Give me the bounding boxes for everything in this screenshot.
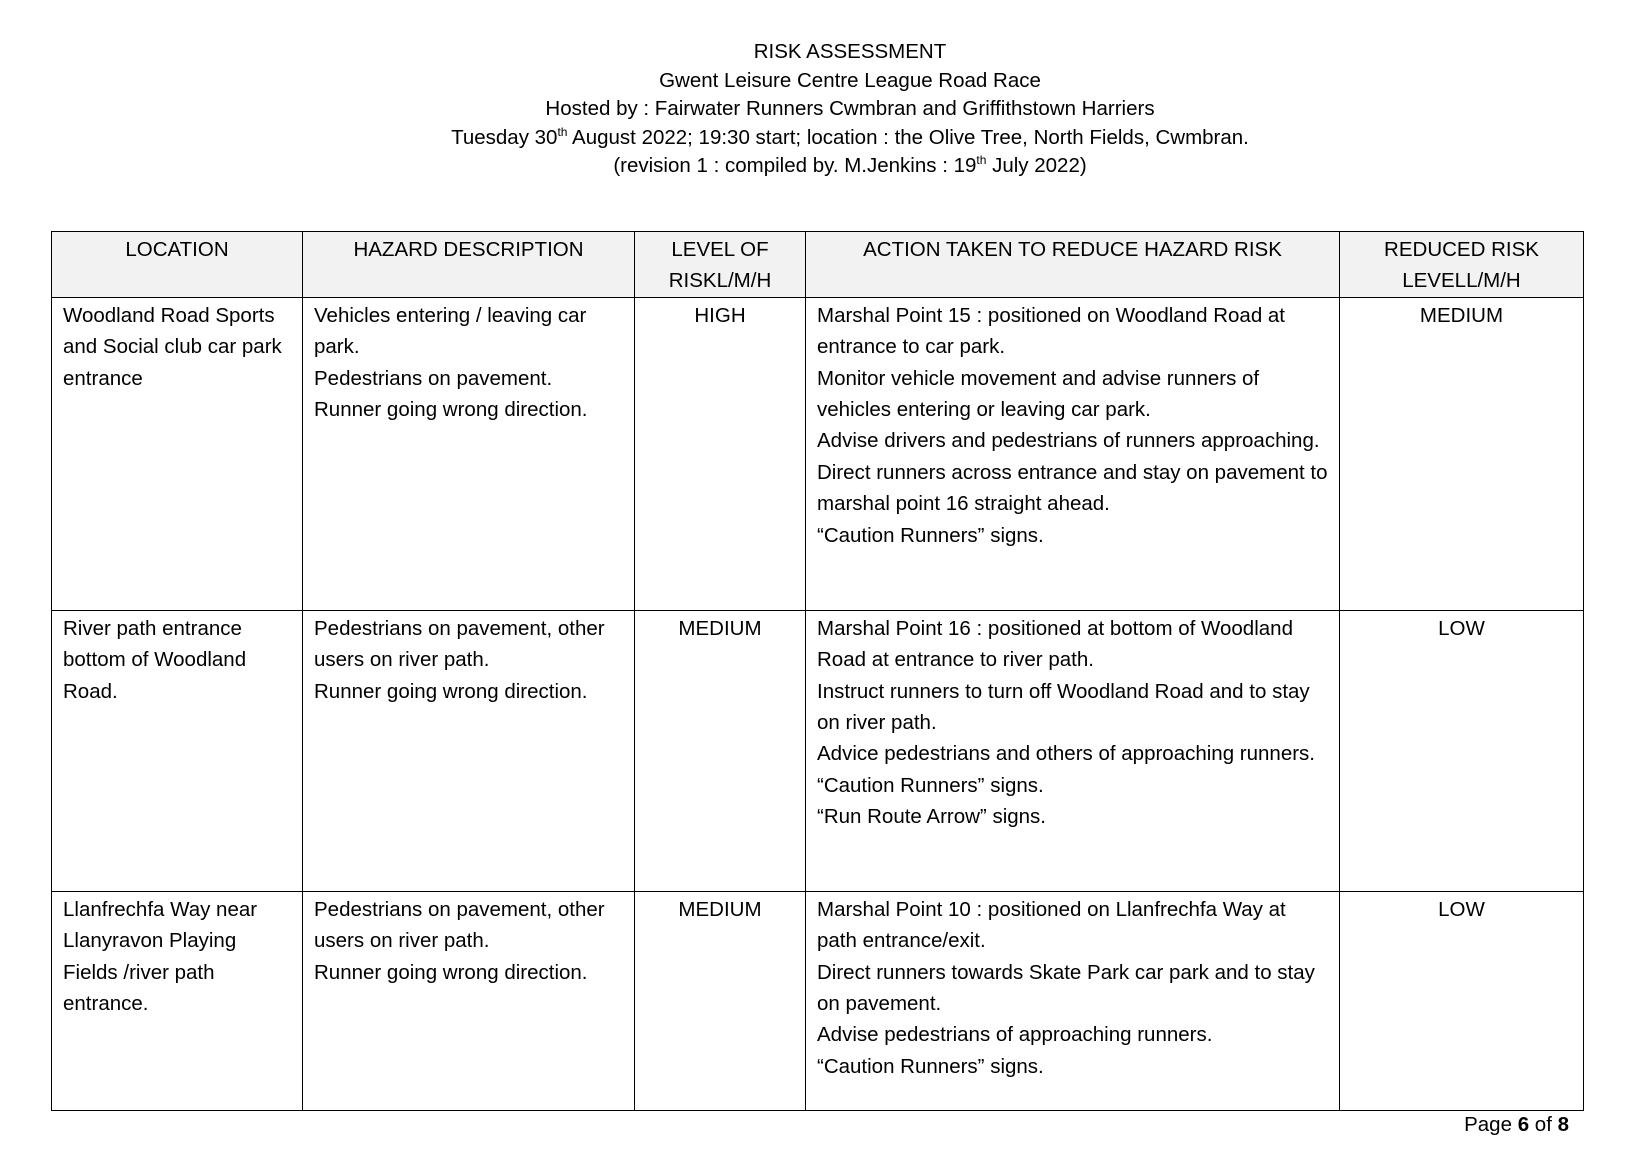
column-header-reduced-risk-level: REDUCED RISK LEVELL/M/H [1340, 232, 1584, 298]
page-number: Page 6 of 8 [1464, 1113, 1569, 1136]
header-date-location: Tuesday 30th August 2022; 19:30 start; location : the Olive Tree, North Fields, Cwmbran. [451, 124, 1249, 149]
risk-level-cell: HIGH [635, 297, 806, 610]
risk-level-cell: MEDIUM [635, 610, 806, 891]
header-title: RISK ASSESSMENT [753, 40, 947, 63]
column-header-level-of-risk: LEVEL OF RISKL/M/H [635, 232, 806, 298]
table-row [52, 891, 1584, 1110]
location-cell: River path entrance bottom of Woodland Road. [52, 610, 303, 891]
table-header-row [52, 232, 1584, 298]
column-header-action-taken: ACTION TAKEN TO REDUCE HAZARD RISK [806, 232, 1340, 298]
location-cell: Woodland Road Sports and Social club car park entrance [52, 297, 303, 610]
reduced-risk-cell: LOW [1340, 891, 1584, 1110]
table-row [52, 610, 1584, 891]
column-header-hazard-description: HAZARD DESCRIPTION [303, 232, 635, 298]
header-event-name: Gwent Leisure Centre League Road Race [659, 68, 1041, 92]
column-header-location: LOCATION [52, 232, 303, 298]
header-revision: (revision 1 : compiled by. M.Jenkins : 19th July 2022) [613, 153, 1087, 177]
hazard-cell: Pedestrians on pavement, other users on river path. Runner going wrong direction. [303, 891, 635, 1110]
header-hosts: Hosted by : Fairwater Runners Cwmbran and Griffithstown Harriers [545, 97, 1155, 120]
hazard-cell: Vehicles entering / leaving car park. Pedestrians on pavement. Runner going wrong direction. [303, 297, 635, 610]
location-cell: Llanfrechfa Way near Llanyravon Playing Fields /river path entrance. [52, 891, 303, 1110]
action-cell: Marshal Point 15 : positioned on Woodland Road at entrance to car park. Monitor vehicle movement and advise runners of vehicles entering or leaving car park. Advise drivers and pedestrians of runners approaching. Direct runners across entrance and stay on pavement to marshal point 16 straight ahead. “Caution Runners” signs. [806, 297, 1340, 610]
reduced-risk-cell: LOW [1340, 610, 1584, 891]
document-header [0, 38, 1649, 181]
risk-assessment-table [51, 231, 1584, 1111]
table-row [52, 297, 1584, 610]
hazard-cell: Pedestrians on pavement, other users on river path. Runner going wrong direction. [303, 610, 635, 891]
action-cell: Marshal Point 10 : positioned on Llanfrechfa Way at path entrance/exit. Direct runners towards Skate Park car park and to stay on pavement. Advise pedestrians of approaching runners. “Caution Runners” signs. [806, 891, 1340, 1110]
reduced-risk-cell: MEDIUM [1340, 297, 1584, 610]
risk-level-cell: MEDIUM [635, 891, 806, 1110]
action-cell: Marshal Point 16 : positioned at bottom of Woodland Road at entrance to river path. Instruct runners to turn off Woodland Road and to stay on river path. Advice pedestrians and others of approaching runners. “Caution Runners” signs. “Run Route Arrow” signs. [806, 610, 1340, 891]
